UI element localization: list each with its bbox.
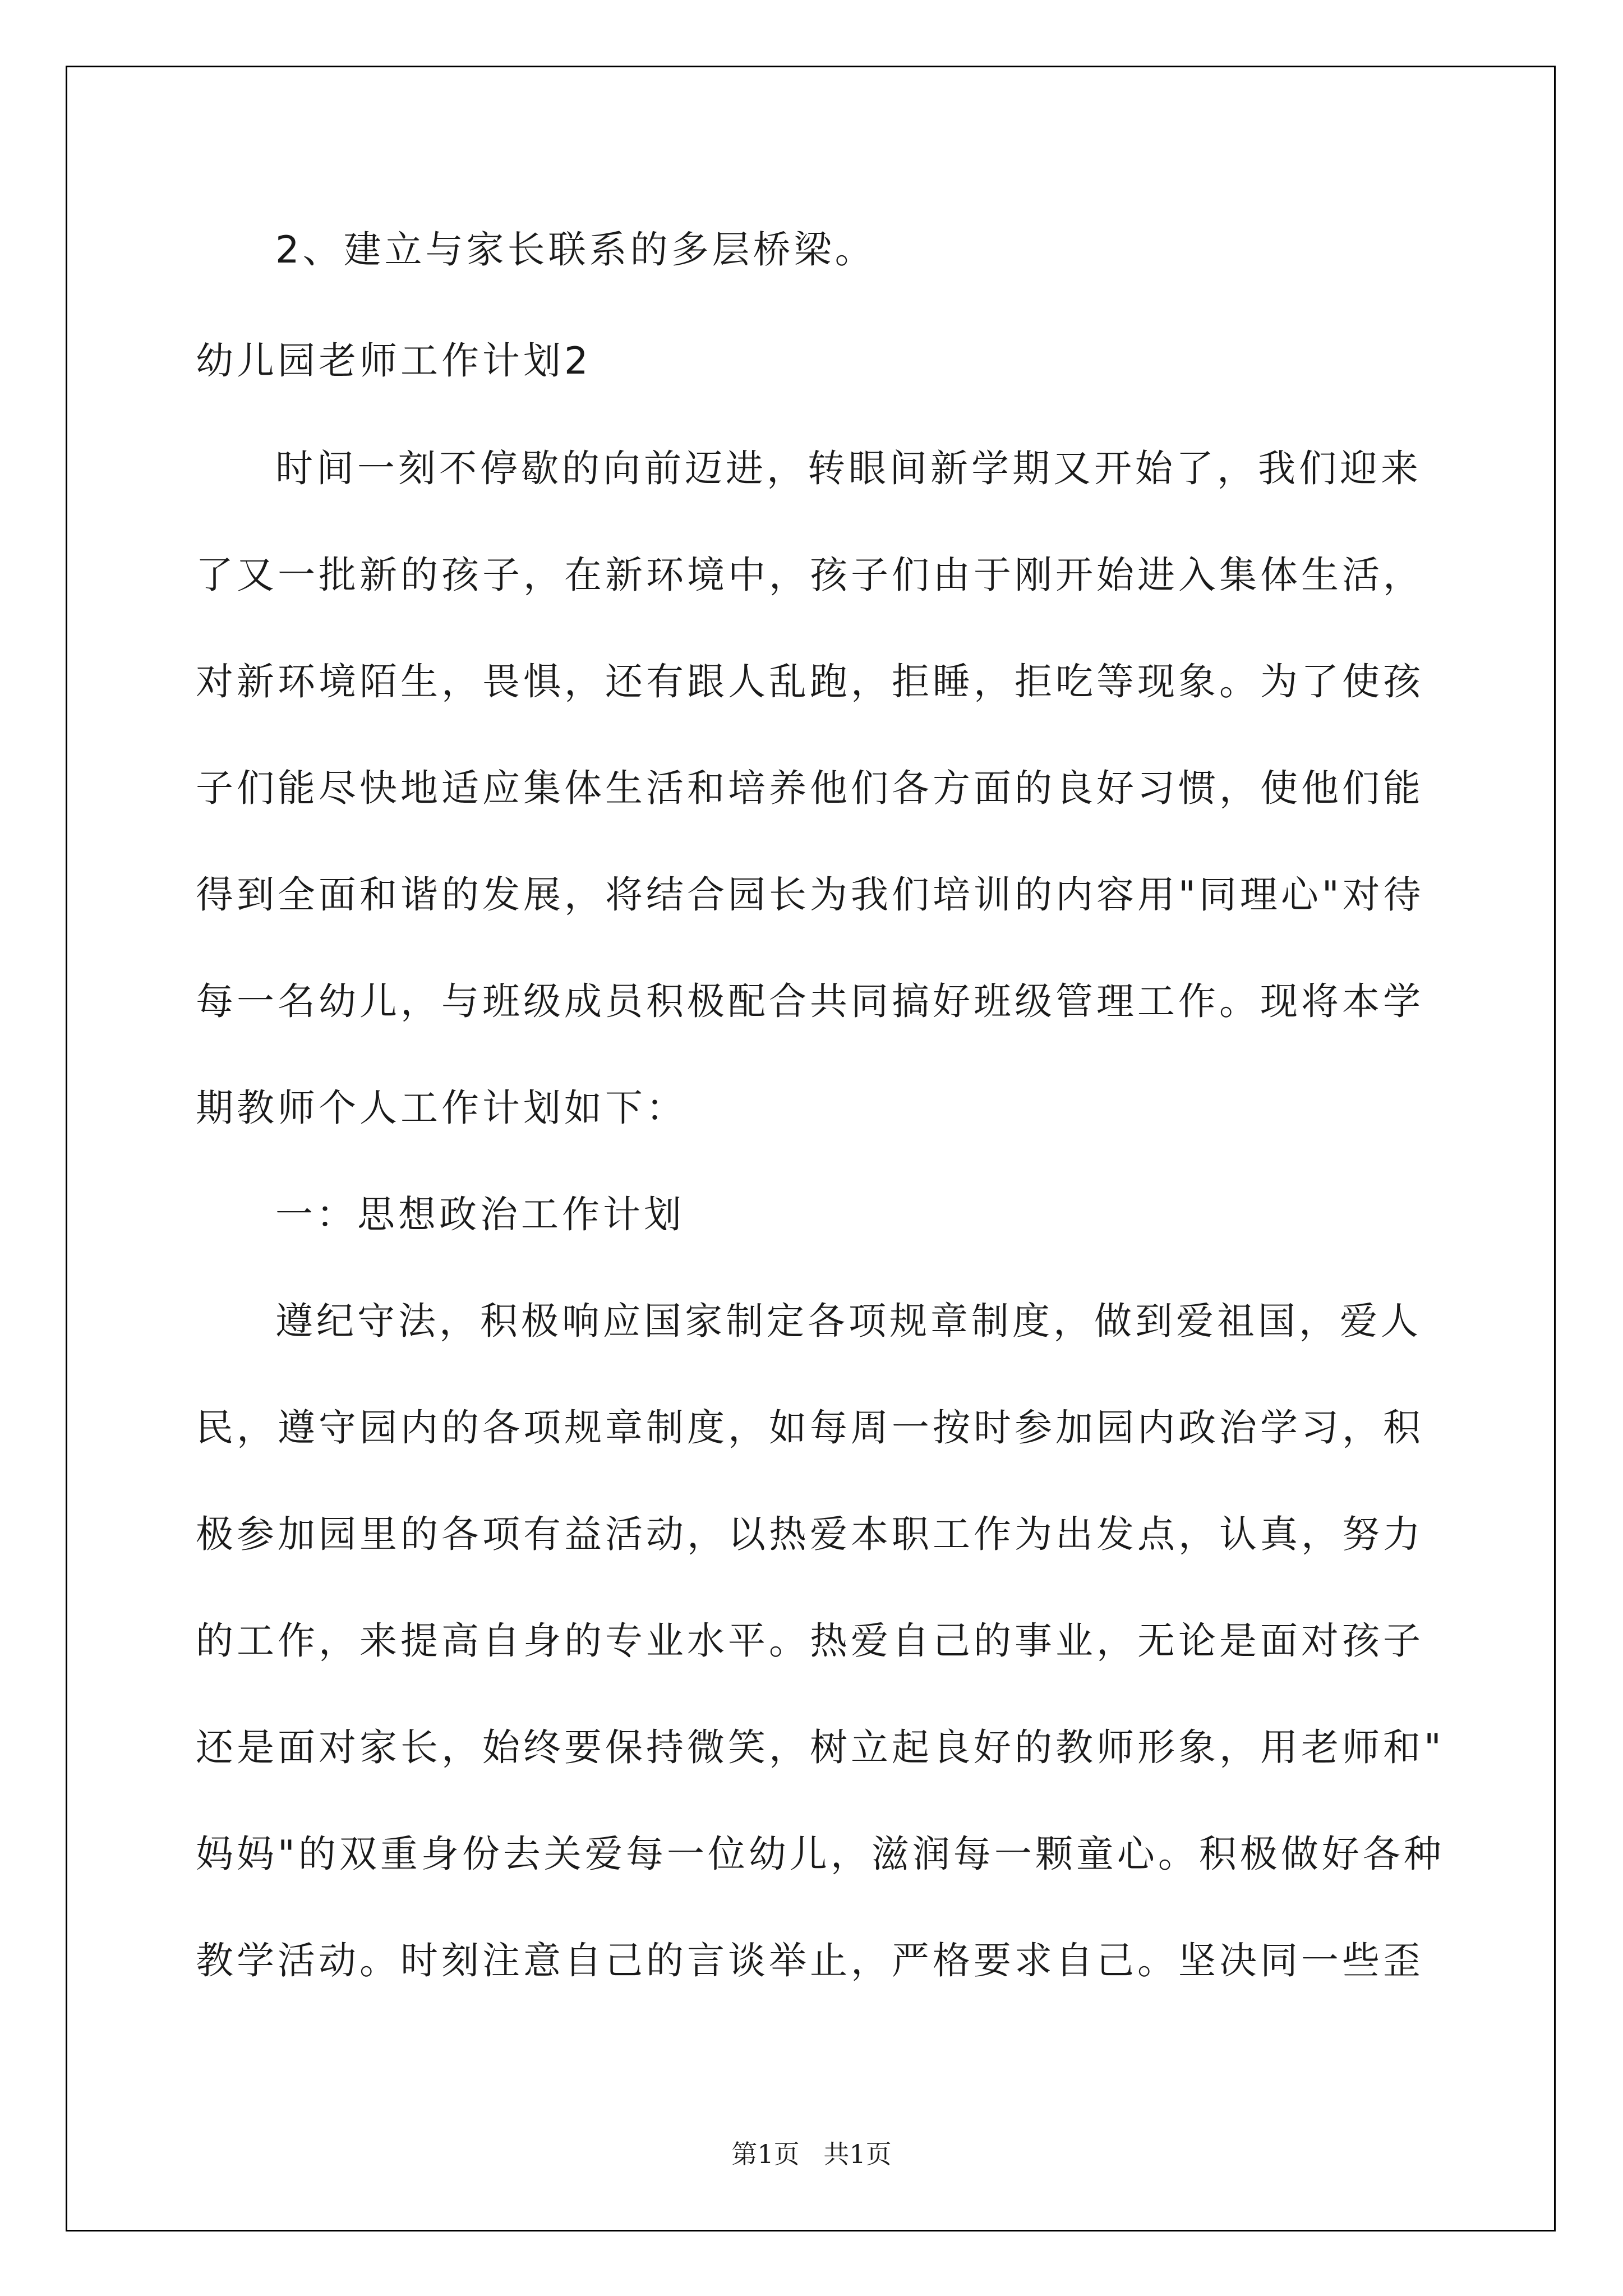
page-border [66, 66, 1556, 2231]
page-total: 共1页 [823, 2139, 892, 2169]
section-heading: 幼儿园老师工作计划2 [196, 339, 592, 383]
paragraph-line: 还是面对家长，始终要保持微笑，树立起良好的教师形象，用老师和" [196, 1726, 1445, 1769]
page-footer [0, 2134, 1623, 2171]
paragraph-line: 的工作，来提高自身的专业水平。热爱自己的事业，无论是面对孩子 [196, 1619, 1424, 1663]
paragraph-line: 子们能尽快地适应集体生活和培养他们各方面的良好习惯，使他们能 [196, 766, 1424, 810]
paragraph-line: 对新环境陌生，畏惧，还有跟人乱跑，拒睡，拒吃等现象。为了使孩 [196, 660, 1424, 703]
subsection-heading: 一：思想政治工作计划 [275, 1193, 685, 1236]
paragraph-line: 极参加园里的各项有益活动，以热爱本职工作为出发点，认真，努力 [196, 1512, 1424, 1556]
paragraph-line: 每一名幼儿，与班级成员积极配合共同搞好班级管理工作。现将本学 [196, 979, 1424, 1023]
paragraph-line: 民，遵守园内的各项规章制度，如每周一按时参加园内政治学习，积 [196, 1406, 1424, 1450]
paragraph-line: 时间一刻不停歇的向前迈进，转眼间新学期又开始了，我们迎来 [275, 447, 1422, 490]
paragraph-line: 教学活动。时刻注意自己的言谈举止，严格要求自己。坚决同一些歪 [196, 1939, 1424, 1982]
page-number: 第1页 [731, 2139, 800, 2169]
list-item: 2、建立与家长联系的多层桥梁。 [275, 228, 876, 272]
paragraph-line: 了又一批新的孩子，在新环境中，孩子们由于刚开始进入集体生活， [196, 553, 1424, 597]
paragraph-line: 遵纪守法，积极响应国家制定各项规章制度，做到爱祖国，爱人 [275, 1299, 1422, 1343]
paragraph-line: 得到全面和谐的发展，将结合园长为我们培训的内容用"同理心"对待 [196, 873, 1424, 917]
paragraph-line: 期教师个人工作计划如下： [196, 1086, 687, 1130]
paragraph-line: 妈妈"的双重身份去关爱每一位幼儿，滋润每一颗童心。积极做好各种 [196, 1832, 1445, 1876]
